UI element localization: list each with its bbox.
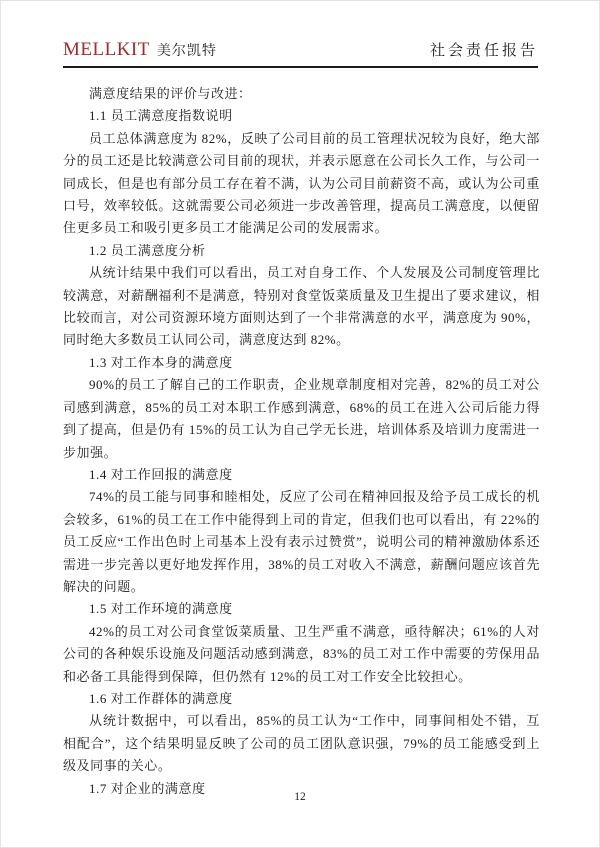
paragraph-1-3: 90%的员工了解自己的工作职责，企业规章制度相对完善，82%的员工对公司感到满意，85%的员工对本职工作感到满意，68%的员工在进入公司后能力得到了提高，但是仍有 15%的员工认为自己学无长进，培训体系及培训力度需进一步加强。 [63, 377, 540, 460]
page-footer [1, 791, 599, 803]
heading-1-3: 1.3 对工作本身的满意度 [89, 354, 233, 370]
heading-1-4: 1.4 对工作回报的满意度 [89, 466, 233, 482]
heading-1-6: 1.6 对工作群体的满意度 [89, 690, 233, 706]
report-body [63, 83, 540, 800]
paragraph-1-2: 从统计结果中我们可以看出，员工对自身工作、个人发展及公司制度管理比较满意，对薪酬福利不是满意，特别对食堂饭菜质量及卫生提出了要求建议，相比较而言，对公司资源环境方面则达到了一个非常满意的水平，满意度为 90%，同时绝大多数员工认同公司，满意度达到 82%。 [63, 265, 540, 348]
page-header [63, 39, 538, 68]
paragraph-1-6: 从统计数据中，可以看出，85%的员工认为“工作中，同事间相处不错，互相配合”，这个结果明显反映了公司的员工团队意识强，79%的员工能感受到上级及同事的关心。 [63, 713, 540, 774]
heading-1-7: 1.7 对企业的满意度 [89, 780, 206, 796]
company-logo-cn: 美尔凯特 [156, 44, 217, 59]
company-logo-en: MELLKIT [63, 39, 150, 60]
heading-1-5: 1.5 对工作环境的满意度 [89, 601, 233, 617]
document-title: 社会责任报告 [429, 43, 538, 59]
heading-1-2: 1.2 员工满意度分析 [89, 242, 206, 258]
section-intro-line: 满意度结果的评价与改进： [89, 86, 252, 101]
page-number: 12 [294, 791, 306, 803]
company-logo [63, 39, 217, 61]
paragraph-1-4: 74%的员工能与同事和睦相处，反应了公司在精神回报及给予员工成长的机会较多，61%的员工在工作中能得到上司的肯定，但我们也可以看出，有 22%的员工反应“工作出色时上司基本上没有表示过赞赏”，说明公司的精神激励体系还需进一步完善以更好地发挥作用，38%的员工对收入不满意，薪酬问题应该首先解决的问题。 [63, 489, 540, 594]
paragraph-1-1: 员工总体满意度为 82%，反映了公司目前的员工管理状况较为良好，绝大部分的员工还是比较满意公司目前的现状，并表示愿意在公司长久工作，与公司一同成长，但是也有部分员工存在着不满，认为公司目前薪资不高，或认为公司重口号，效率较低。这就需要公司必须进一步改善管理，提高员工满意度，以便留住更多员工和吸引更多员工才能满足公司的发展需求。 [63, 130, 540, 236]
heading-1-1: 1.1 员工满意度指数说明 [89, 108, 233, 124]
paragraph-1-5: 42%的员工对公司食堂饭菜质量、卫生严重不满意，亟待解决；61%的人对公司的各种娱乐设施及问题活动感到满意，83%的员工对工作中需要的劳保用品和必备工具能得到保障，但仍然有 12%的员工对工作安全比较担心。 [63, 623, 540, 684]
